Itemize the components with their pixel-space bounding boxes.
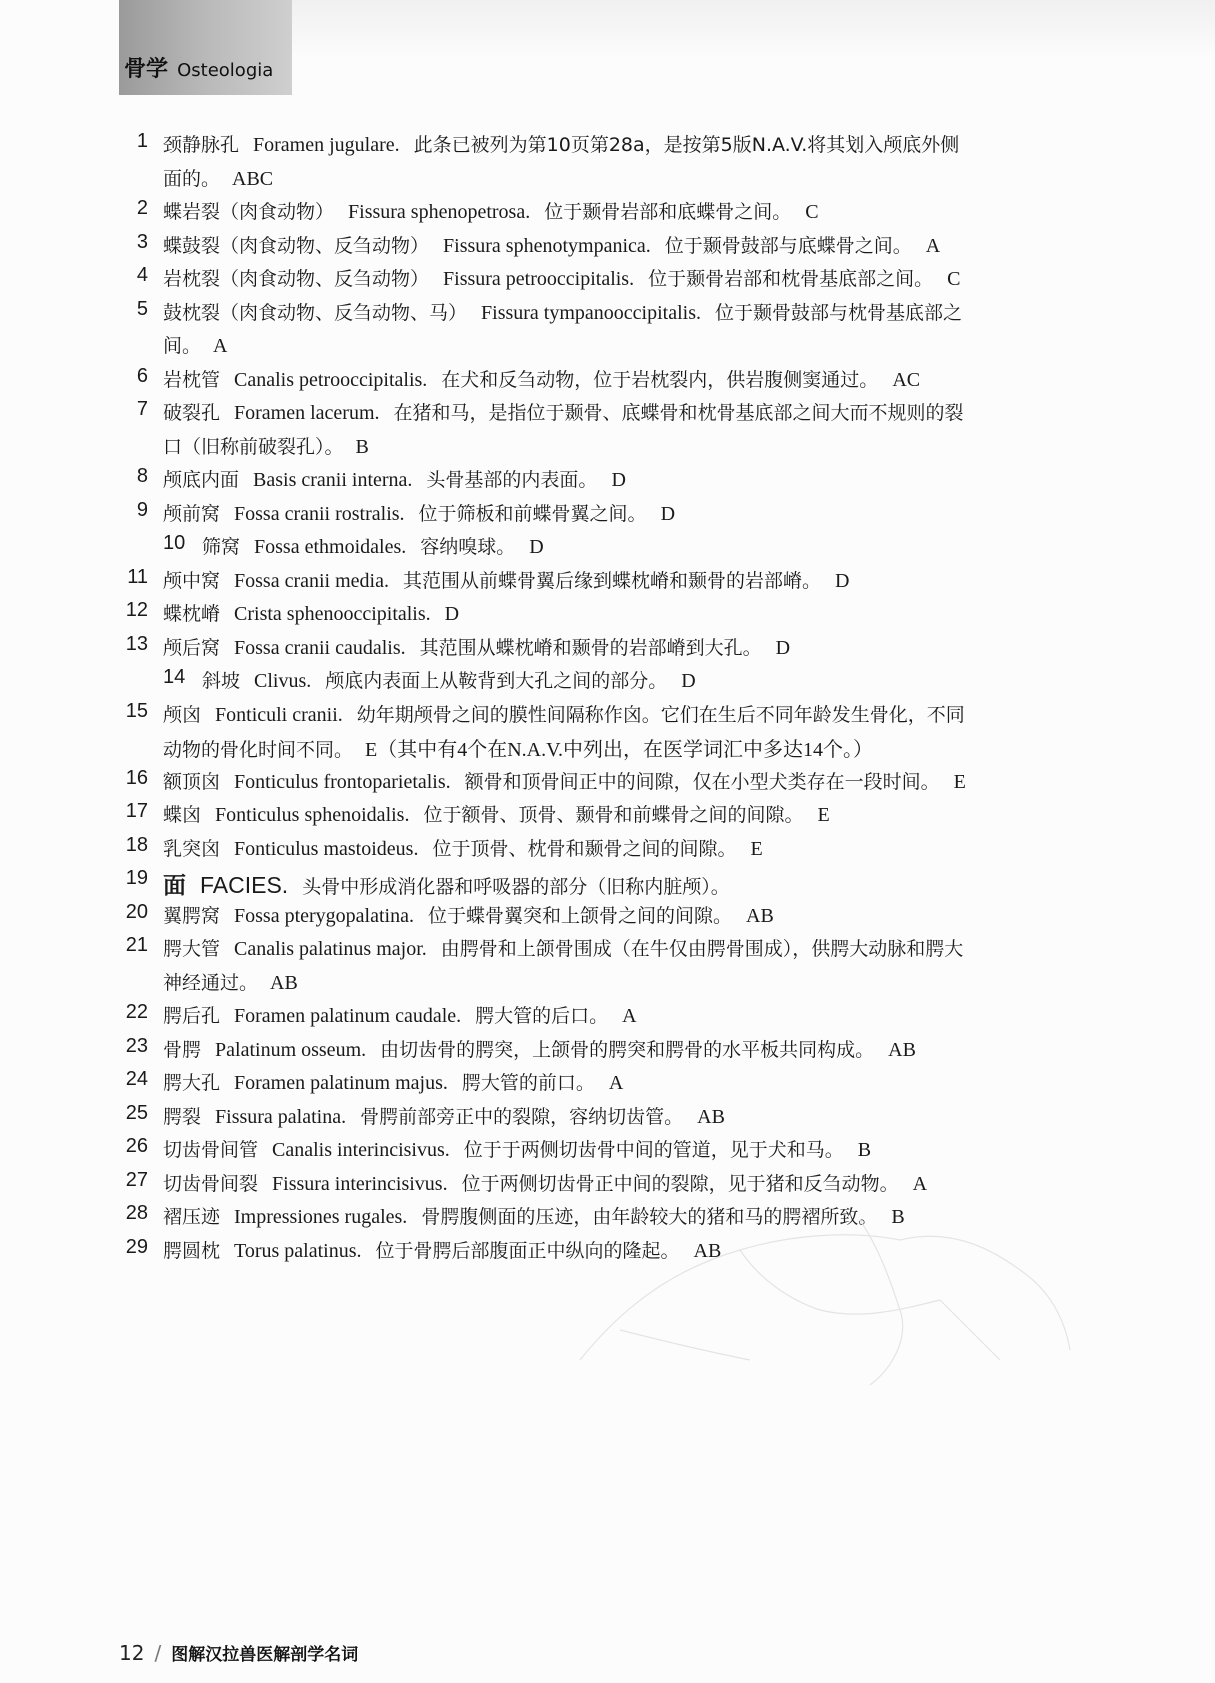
- entry-line: [163, 700, 979, 727]
- entry-continuation-row: [0, 968, 1215, 1002]
- entry-number: 27: [125, 1168, 148, 1191]
- entry-row: [0, 231, 1215, 265]
- entry-desc: 头骨基部的内表面。: [426, 469, 598, 491]
- entry-line: [163, 1169, 941, 1196]
- entry-latin: Canalis interincisivus.: [272, 1139, 450, 1161]
- entry-line: [163, 298, 976, 325]
- entry-code: D: [529, 536, 544, 558]
- entry-row: [0, 398, 1215, 432]
- entry-code: AB: [697, 1105, 725, 1128]
- entry-latin: Fissura sphenotympanica.: [443, 234, 651, 257]
- entry-latin: Canalis palatinus major.: [234, 938, 427, 960]
- entry-desc: 位于颞骨鼓部与枕骨基底部之: [715, 301, 963, 324]
- entry-term: 腭裂: [163, 1105, 202, 1128]
- entry-continuation-row: [0, 733, 1215, 767]
- entry-row: [0, 197, 1215, 231]
- entry-code: B: [891, 1206, 905, 1228]
- entry-code: E: [817, 804, 830, 826]
- entry-continuation: [163, 432, 369, 459]
- entry-number: 22: [125, 1001, 148, 1023]
- entry-continuation-text: 神经通过。: [163, 971, 259, 994]
- entry-desc: 位于颞骨岩部和底蝶骨之间。: [544, 201, 792, 223]
- entry-code: E（其中有4个在N.A.V.中列出，在医学词汇中多达14个。）: [365, 739, 873, 761]
- entry-continuation-text: 动物的骨化时间不同。: [163, 739, 354, 761]
- top-shade: [290, 0, 1215, 58]
- entry-number: 11: [127, 565, 148, 588]
- entry-latin: Fossa cranii media.: [234, 569, 389, 592]
- entry-line: [163, 1068, 637, 1095]
- entry-line: [163, 130, 973, 157]
- entry-continuation-row: [0, 164, 1215, 198]
- entry-latin: Fossa cranii rostralis.: [234, 502, 405, 525]
- entry-latin: Fonticulus frontoparietalis.: [234, 770, 451, 793]
- entry-line: [163, 934, 977, 961]
- entry-number: 15: [125, 699, 148, 722]
- entry-row: [0, 532, 1215, 566]
- entry-number: 23: [125, 1034, 148, 1057]
- entry-term: 颅中窝: [163, 569, 221, 592]
- entry-latin: Foramen jugulare.: [253, 134, 400, 156]
- entry-latin: Fissura interincisivus.: [272, 1172, 448, 1195]
- entry-latin: Fossa cranii caudalis.: [234, 636, 406, 659]
- entry-code: AC: [892, 368, 921, 391]
- entry-number: 20: [125, 900, 148, 923]
- page-number: 12: [119, 1641, 145, 1665]
- entry-latin: Palatinum osseum.: [215, 1038, 367, 1061]
- entry-number: 21: [125, 934, 148, 956]
- entry-row: [0, 130, 1215, 164]
- entry-desc: 腭大管的后口。: [475, 1005, 609, 1027]
- entry-code: D: [444, 603, 460, 625]
- entry-code: AB: [888, 1038, 916, 1061]
- entry-latin: Fissura sphenopetrosa.: [348, 201, 531, 223]
- entry-continuation-row: [0, 331, 1215, 365]
- page-footer: [119, 1640, 358, 1670]
- entry-latin: Basis cranii interna.: [253, 469, 413, 491]
- entry-code: AB: [746, 904, 774, 927]
- entry-code: ABC: [232, 167, 274, 190]
- entry-term: 腭后孔: [163, 1005, 221, 1027]
- entry-desc: 由腭骨和上颌骨围成（在牛仅由腭骨围成），供腭大动脉和腭大: [440, 938, 964, 960]
- entry-desc: 此条已被列为第10页第28a，是按第5版N.A.V.将其划入颅底外侧: [413, 134, 960, 156]
- footer-separator: /: [154, 1641, 162, 1665]
- entry-line: [163, 599, 473, 626]
- entry-number: 6: [136, 364, 148, 387]
- entry-line: [163, 197, 833, 224]
- entry-term: 蝶枕嵴: [163, 603, 221, 625]
- entry-term: 蝶鼓裂（肉食动物、反刍动物）: [163, 234, 430, 257]
- entry-term: 腭大管: [163, 938, 221, 960]
- entry-code: D: [835, 569, 850, 592]
- entry-code: B: [355, 435, 369, 458]
- entry-desc: 腭大管的前口。: [461, 1072, 595, 1094]
- entry-row: [0, 867, 1215, 901]
- entry-continuation: [163, 733, 873, 762]
- entry-continuation-text: 面的。: [163, 167, 221, 190]
- entry-row: [0, 1068, 1215, 1102]
- entry-latin: Torus palatinus.: [234, 1239, 362, 1262]
- entry-desc: 幼年期颅骨之间的膜性间隔称作囟。它们在生后不同年龄发生骨化，不同: [356, 703, 965, 726]
- entry-code: A: [608, 1072, 624, 1094]
- entry-latin: Clivus.: [254, 670, 312, 692]
- entry-code: E: [750, 837, 763, 860]
- entry-latin: Crista sphenooccipitalis.: [234, 603, 431, 625]
- entry-term: 切齿骨间管: [163, 1139, 259, 1161]
- entry-term: 额顶囟: [163, 770, 221, 793]
- entry-term: 骨腭: [163, 1038, 202, 1061]
- entry-row: [0, 599, 1215, 633]
- entry-line: [163, 499, 689, 526]
- entry-latin: Canalis petrooccipitalis.: [234, 368, 428, 391]
- entry-line: [202, 666, 710, 693]
- entry-row: [0, 767, 1215, 801]
- entry-row: [0, 499, 1215, 533]
- entry-term: 翼腭窝: [163, 904, 221, 927]
- entry-row: [0, 834, 1215, 868]
- entry-number: 1: [136, 130, 148, 152]
- entry-number: 18: [125, 833, 148, 856]
- entry-desc: 骨腭前部旁正中的裂隙，容纳切齿管。: [360, 1105, 684, 1128]
- entry-number: 3: [136, 230, 148, 253]
- entry-code: D: [660, 502, 676, 525]
- chapter-title-lat: Osteologia: [177, 60, 274, 81]
- entry-term: 颅囟: [163, 703, 202, 726]
- entry-number: 26: [125, 1135, 148, 1157]
- entry-code: D: [681, 670, 696, 692]
- entry-row: [0, 666, 1215, 700]
- entry-desc: 其范围从前蝶骨翼后缘到蝶枕嵴和颞骨的岩部嵴。: [402, 569, 821, 592]
- entry-row: [0, 465, 1215, 499]
- entry-code: A: [925, 234, 941, 257]
- entry-desc: 位于两侧切齿骨正中间的裂隙，见于猪和反刍动物。: [461, 1172, 899, 1195]
- entry-term: 腭圆枕: [163, 1239, 221, 1262]
- entry-code: D: [775, 636, 791, 659]
- entry-term: 破裂孔: [163, 402, 221, 424]
- entry-number: 24: [125, 1068, 148, 1090]
- entry-desc: 位于筛板和前蝶骨翼之间。: [418, 502, 647, 525]
- entry-latin: Foramen palatinum majus.: [234, 1072, 448, 1094]
- chapter-title-zh: 骨学: [124, 57, 169, 82]
- entry-number: 5: [136, 297, 148, 320]
- entry-desc: 在犬和反刍动物，位于岩枕裂内，供岩腹侧窦通过。: [441, 368, 879, 391]
- faint-sketch-illustration: [560, 1210, 1080, 1390]
- entry-latin: Fossa pterygopalatina.: [234, 904, 414, 927]
- entry-code: AB: [270, 971, 298, 994]
- entry-code: D: [611, 469, 626, 491]
- entry-line: [163, 1001, 651, 1028]
- entry-latin: Fissura petrooccipitalis.: [443, 268, 635, 290]
- entry-desc: 位于颞骨鼓部与底蝶骨之间。: [664, 234, 912, 257]
- entry-term: 斜坡: [202, 670, 241, 692]
- entry-number: 17: [125, 800, 148, 822]
- entry-row: [0, 1035, 1215, 1069]
- entry-code: AB: [693, 1239, 722, 1262]
- entry-term: 褶压迹: [163, 1206, 221, 1228]
- entry-desc: 颅底内表面上从鞍背到大孔之间的部分。: [325, 670, 668, 692]
- entry-term: 颈静脉孔: [163, 134, 240, 156]
- entry-number: 12: [125, 599, 148, 621]
- entry-line: [163, 566, 863, 593]
- entry-number: 28: [125, 1202, 148, 1224]
- entry-continuation-text: 间。: [163, 335, 202, 357]
- entry-desc: 位于颞骨岩部和枕骨基底部之间。: [648, 268, 934, 290]
- entry-row: [0, 1102, 1215, 1136]
- entry-row: [0, 800, 1215, 834]
- entry-line: [163, 465, 640, 492]
- entry-term: 蝶囟: [163, 804, 202, 826]
- entry-row: [0, 1001, 1215, 1035]
- entry-continuation-text: 口（旧称前破裂孔）。: [163, 435, 344, 458]
- entry-continuation: [163, 331, 227, 358]
- entry-number: 9: [136, 498, 148, 521]
- entry-desc: 骨腭腹侧面的压迹，由年龄较大的猪和马的腭褶所致。: [421, 1206, 878, 1228]
- entry-code: A: [622, 1005, 637, 1027]
- entry-number: 7: [136, 398, 148, 420]
- entry-latin: Impressiones rugales.: [234, 1206, 408, 1228]
- entry-row: [0, 1169, 1215, 1203]
- entry-latin: Fissura tympanooccipitalis.: [481, 301, 701, 324]
- entry-line: [163, 834, 777, 861]
- entry-row: [0, 934, 1215, 968]
- entry-number: 2: [136, 197, 148, 219]
- entry-continuation: [163, 968, 298, 995]
- entry-line: [163, 1135, 885, 1162]
- entry-term: 颅前窝: [163, 502, 221, 525]
- entry-latin: Fonticulus sphenoidalis.: [215, 804, 410, 826]
- entry-desc: 由切齿骨的腭突，上颌骨的腭突和腭骨的水平板共同构成。: [380, 1038, 875, 1061]
- entry-line: [163, 800, 844, 827]
- entry-desc: 其范围从蝶枕嵴和颞骨的岩部嵴到大孔。: [419, 636, 762, 659]
- book-title: 图解汉拉兽医解剖学名词: [171, 1645, 359, 1665]
- entry-line: [163, 901, 788, 928]
- entry-line: [163, 231, 954, 258]
- entry-line: [163, 398, 978, 425]
- entry-code: B: [857, 1139, 872, 1161]
- entry-code: C: [947, 268, 961, 290]
- entry-code: C: [805, 201, 819, 223]
- entry-list: [0, 130, 1215, 1269]
- entry-term: 岩枕裂（肉食动物、反刍动物）: [163, 268, 430, 290]
- entry-desc: 位于额骨、顶骨、颞骨和前蝶骨之间的间隙。: [423, 804, 804, 826]
- entry-line: [163, 767, 980, 794]
- entry-latin: Fonticuli cranii.: [215, 703, 343, 726]
- entry-latin: Fossa ethmoidales.: [254, 536, 407, 558]
- entry-desc: 在猪和马，是指位于颞骨、底蝶骨和枕骨基底部之间大而不规则的裂: [393, 402, 964, 424]
- entry-term: 切齿骨间裂: [163, 1172, 259, 1195]
- entry-term: 颅底内面: [163, 469, 240, 491]
- entry-term: 鼓枕裂（肉食动物、反刍动物、马）: [163, 301, 468, 324]
- entry-row: [0, 298, 1215, 332]
- chapter-title: [124, 52, 273, 83]
- entry-row: [0, 365, 1215, 399]
- entry-latin: FACIES.: [200, 872, 289, 898]
- entry-term: 蝶岩裂（肉食动物）: [163, 201, 335, 223]
- entry-number: 13: [125, 632, 148, 655]
- entry-row: [0, 700, 1215, 734]
- entry-line: [163, 633, 804, 660]
- entry-continuation-row: [0, 432, 1215, 466]
- entry-number: 29: [125, 1235, 148, 1258]
- entry-code: E: [953, 770, 966, 793]
- entry-desc: 头骨中形成消化器和呼吸器的部分（旧称内脏颅）。: [302, 876, 730, 898]
- entry-number: 16: [125, 766, 148, 789]
- entry-latin: Fissura palatina.: [215, 1105, 347, 1128]
- entry-code: A: [912, 1172, 928, 1195]
- entry-line: [202, 532, 558, 559]
- entry-line: [163, 1035, 930, 1062]
- entry-row: [0, 264, 1215, 298]
- entry-latin: Foramen palatinum caudale.: [234, 1005, 462, 1027]
- entry-line: [163, 365, 934, 392]
- entry-desc: 位于骨腭后部腹面正中纵向的隆起。: [375, 1239, 680, 1262]
- entry-number: 10: [163, 532, 186, 554]
- entry-line: [163, 264, 974, 291]
- entry-desc: 位于顶骨、枕骨和颞骨之间的间隙。: [432, 837, 737, 860]
- entry-desc: 位于于两侧切齿骨中间的管道，见于犬和马。: [463, 1139, 844, 1161]
- entry-line: [163, 867, 744, 900]
- entry-number: 8: [136, 465, 148, 487]
- entry-number: 19: [125, 867, 148, 889]
- entry-line: [163, 1102, 739, 1129]
- entry-desc: 额骨和顶骨间正中的间隙，仅在小型犬类存在一段时间。: [464, 770, 940, 793]
- entry-number: 25: [125, 1101, 148, 1124]
- entry-number: 14: [163, 666, 186, 688]
- entry-term: 面: [163, 873, 186, 899]
- entry-continuation: [163, 164, 273, 191]
- entry-row: [0, 1135, 1215, 1169]
- entry-desc: 容纳嗅球。: [420, 536, 516, 558]
- entry-term: 颅后窝: [163, 636, 221, 659]
- entry-term: 筛窝: [202, 536, 241, 558]
- entry-desc: 位于蝶骨翼突和上颌骨之间的间隙。: [427, 904, 732, 927]
- entry-number: 4: [136, 264, 148, 286]
- entry-row: [0, 901, 1215, 935]
- entry-latin: Fonticulus mastoideus.: [234, 837, 419, 860]
- entry-row: [0, 633, 1215, 667]
- entry-latin: Foramen lacerum.: [234, 402, 380, 424]
- entry-code: A: [213, 335, 228, 357]
- entry-term: 岩枕管: [163, 368, 221, 391]
- entry-term: 乳突囟: [163, 837, 221, 860]
- entry-term: 腭大孔: [163, 1072, 221, 1094]
- entry-row: [0, 566, 1215, 600]
